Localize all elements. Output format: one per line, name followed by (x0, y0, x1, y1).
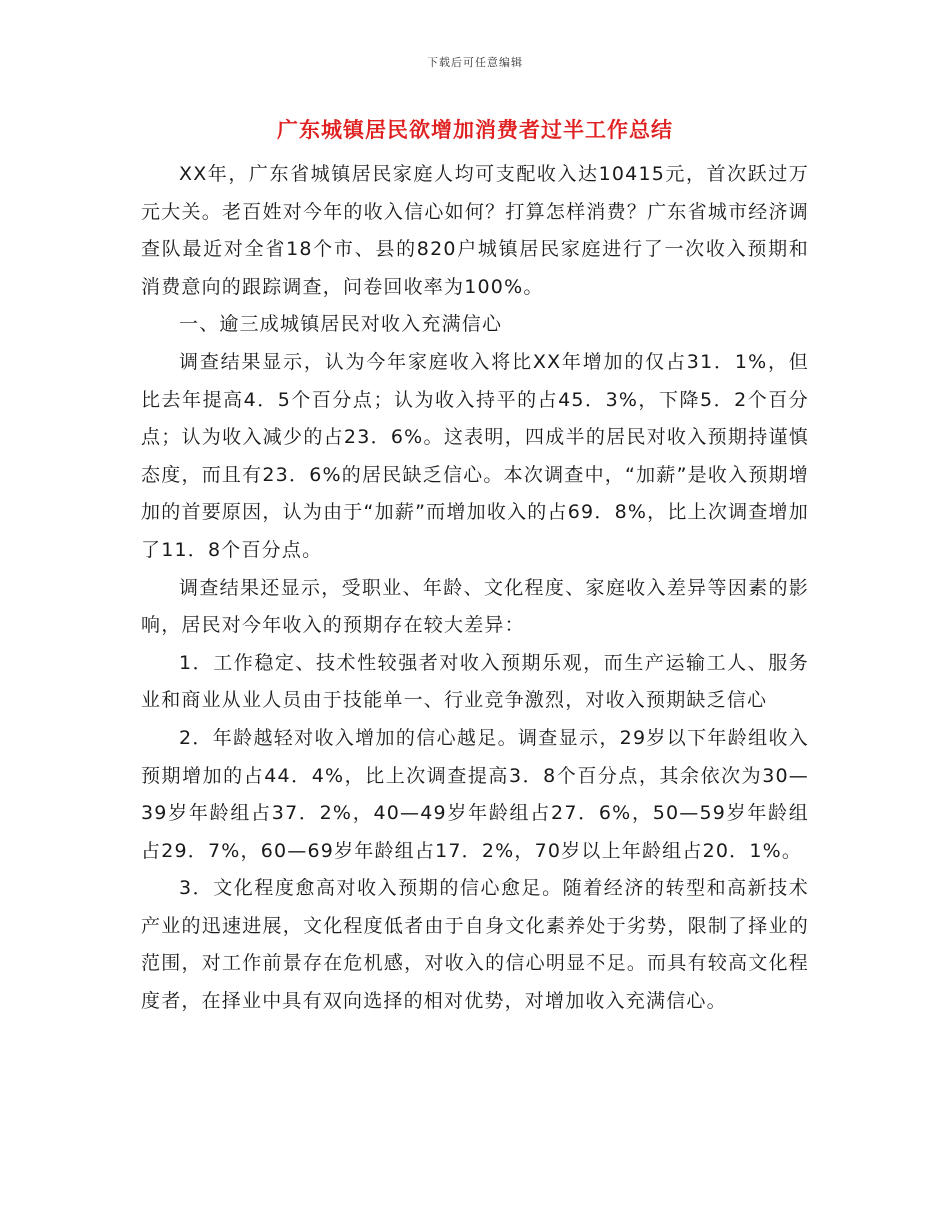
list-item-1: 1．工作稳定、技术性较强者对收入预期乐观，而生产运输工人、服务业和商业从业人员由于技能单一、行业竞争激烈，对收入预期缺乏信心 (141, 651, 809, 712)
paragraph-differences: 调查结果还显示，受职业、年龄、文化程度、家庭收入差异等因素的影响，居民对今年收入的预期存在较大差异： (141, 576, 809, 637)
document-title: 广东城镇居民欲增加消费者过半工作总结 (277, 118, 673, 142)
header-note: 下载后可任意编辑 (427, 56, 523, 69)
list-item-3: 3．文化程度愈高对收入预期的信心愈足。随着经济的转型和高新技术产业的迅速进展，文化程度低者由于自身文化素养处于劣势，限制了择业的范围，对工作前景存在危机感，对收入的信心明显不足。而具有较高文化程度者，在择业中具有双向选择的相对优势，对增加收入充满信心。 (141, 877, 809, 1013)
document-body (141, 156, 809, 1021)
paragraph-survey-results: 调查结果显示，认为今年家庭收入将比XX年增加的仅占31．1%，但比去年提高4．5个百分点；认为收入持平的占45．3%，下降5．2个百分点；认为收入减少的占23．6%。这表明，四成半的居民对收入预期持谨慎态度，而且有23．6%的居民缺乏信心。本次调查中，“加薪”是收入预期增加的首要原因，认为由于“加薪”而增加收入的占69．8%，比上次调查增加了11．8个百分点。 (141, 350, 809, 561)
paragraph-intro: XX年，广东省城镇居民家庭人均可支配收入达10415元，首次跃过万元大关。老百姓对今年的收入信心如何？打算怎样消费？广东省城市经济调查队最近对全省18个市、县的820户城镇居民家庭进行了一次收入预期和消费意向的跟踪调查，问卷回收率为100%。 (141, 163, 809, 298)
list-item-2: 2．年龄越轻对收入增加的信心越足。调查显示，29岁以下年龄组收入预期增加的占44．4%，比上次调查提高3．8个百分点，其余依次为30—39岁年龄组占37．2%，40—49岁年龄组占27．6%，50—59岁年龄组占29．7%，60—69岁年龄组占17．2%，70岁以上年龄组占20．1%。 (141, 726, 809, 862)
section-heading-1: 一、逾三成城镇居民对收入充满信心 (179, 313, 503, 336)
